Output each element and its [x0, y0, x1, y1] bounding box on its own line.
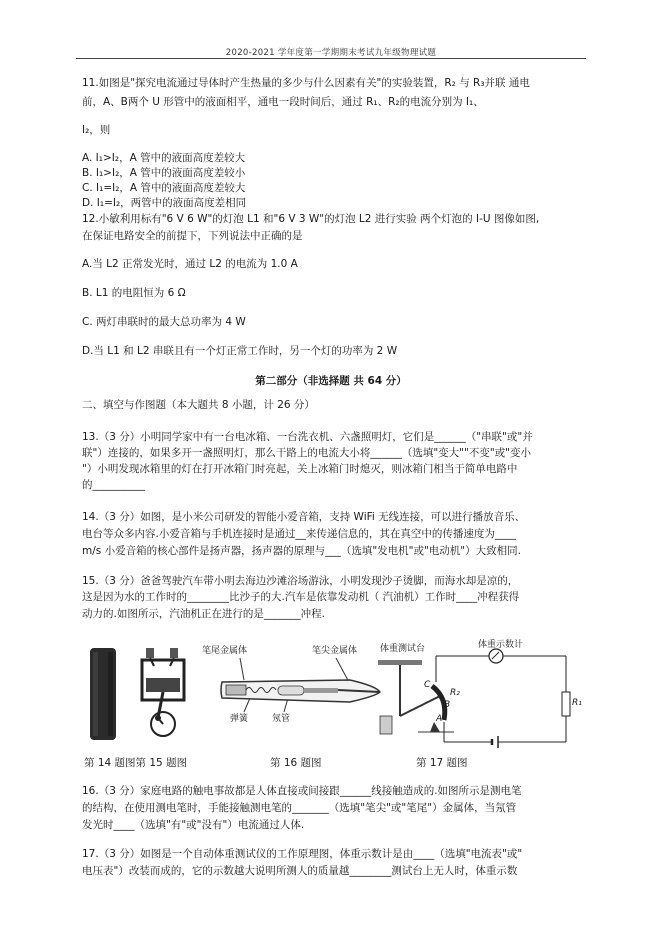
- q14-line3: m/s 小爱音箱的核心部件是扬声器，扬声器的原理与___（选填"发电机"或"电动机"）大致相同.: [82, 545, 521, 557]
- q17-line2: 电压表"）改装而成的，它的示数越大说明所测人的质量越________测试台上无人时，体重示数: [82, 865, 518, 877]
- q13-line2: 联"）连接的，如果多开一盏照明灯，那么干路上的电流大小将______（选填"变大""不变"或"变小: [82, 447, 531, 459]
- header-divider: [76, 58, 586, 59]
- fig16-label-tail-metal: 笔尾金属体: [202, 646, 248, 656]
- caption-fig14-15: 第 14 题图第 15 题图: [84, 757, 188, 769]
- q11-option-c: C. I₁=I₂，A 管中的液面高度差较大: [82, 182, 246, 194]
- q12-option-d: D.当 L1 和 L2 串联且有一个灯正常工作时，另一个灯的功率为 2 W: [82, 345, 398, 357]
- q11-option-a: A. I₁>I₂，A 管中的液面高度差较大: [82, 152, 246, 164]
- q15-line3: 动力的.如图所示，汽油机正在进行的是_______冲程.: [82, 608, 325, 620]
- caption-fig17: 第 17 题图: [416, 757, 468, 769]
- fig17-label-r1: R₁: [572, 698, 582, 708]
- q14-line1: 14.（3 分）如图，是小米公司研发的智能小爱音箱，支持 WiFi 无线连接，可以进行播放音乐、: [82, 511, 526, 523]
- part2-title: 第二部分（非选择题 共 64 分）: [255, 375, 407, 387]
- q14-line2: 电台等众多内容.小爱音箱与手机连接时是通过__来传递信息的，其在真空中的传播速度为____: [82, 528, 516, 540]
- q12-line1: 12.小敏利用标有"6 V 6 W"的灯泡 L1 和"6 V 3 W"的灯泡 L2 进行实验 两个灯泡的 I-U 图像如图,: [82, 213, 540, 225]
- q12-option-c: C. 两灯串联时的最大总功率为 4 W: [82, 316, 246, 328]
- fig16-label-tip-metal: 笔尖金属体: [312, 646, 358, 656]
- caption-fig16: 第 16 题图: [270, 757, 322, 769]
- q13-line1: 13.（3 分）小明同学家中有一台电冰箱、一台洗衣机、六盏照明灯，它们是______（"串联"或"并: [82, 431, 533, 443]
- q15-line1: 15.（3 分）爸爸驾驶汽车带小明去海边沙滩浴场游泳，小明发现沙子烫脚，而海水却是凉的，: [82, 575, 519, 587]
- fig14-speaker-image: [88, 646, 120, 742]
- q15-line2: 这是因为水的工作时的________比沙子的大.汽车是依靠发动机（ 汽油机）工作时____冲程获得: [82, 591, 520, 603]
- q11-line1: 11.如图是"探究电流通过导体时产生热量的多少与什么因素有关"的实验装置，R₂ 与 R₃并联 通电: [82, 77, 530, 89]
- fig17-label-r2: R₂: [450, 688, 460, 698]
- fig15-engine-diagram: [136, 644, 192, 744]
- fig17-label-platform: 体重测试台: [380, 644, 426, 654]
- q11-option-d: D. I₁=I₂，两管中的液面高度差相同: [82, 197, 247, 209]
- q13-line4: 的__________: [82, 479, 145, 491]
- q12-option-a: A.当 L2 正常发光时，通过 L2 的电流为 1.0 A: [82, 258, 298, 270]
- q12-line2: 在保证电路安全的前提下，下列说法中正确的是: [82, 230, 303, 242]
- q13-line3: "）小明发现冰箱里的灯在打开冰箱门时亮起，关上冰箱门时熄灭，则冰箱门相当于简单电路中: [82, 463, 518, 475]
- q11-line3: I₂，则: [82, 124, 111, 136]
- fig16-label-neon-tube: 氖管: [272, 714, 291, 724]
- q16-line1: 16.（3 分）家庭电路的触电事故都是人体直接或间接跟______线接触造成的.如图所示是测电笔: [82, 785, 522, 797]
- fig17-label-b: B: [444, 700, 451, 710]
- figures-row: [82, 642, 582, 752]
- fig17-label-meter: 体重示数计: [478, 640, 524, 650]
- part2-subtitle: 二、填空与作图题（本大题共 8 小题，计 26 分）: [82, 399, 315, 411]
- fig17-label-c: C: [424, 680, 431, 690]
- fig16-test-pen-diagram: [200, 642, 390, 742]
- page-header: 2020-2021 学年度第一学期期末考试九年级物理试题: [225, 48, 437, 58]
- q11-line2: 前，A、B两个 U 形管中的液面相平，通电一段时间后，通过 R₁、R₂的电流分别为 I₁、: [82, 96, 484, 108]
- fig17-weight-circuit-diagram: [378, 642, 582, 752]
- fig16-label-spring: 弹簧: [230, 714, 249, 724]
- fig17-label-a: A: [436, 714, 443, 724]
- q11-option-b: B. I₁>I₂，A 管中的液面高度差较小: [82, 167, 246, 179]
- q17-line1: 17.（3 分）如图是一个自动体重测试仪的工作原理图，体重示数计是由____（选填"电流表"或": [82, 848, 523, 860]
- q16-line3: 发光时____（选填"有"或"没有"）电流通过人体.: [82, 819, 305, 831]
- q12-option-b: B. L1 的电阻恒为 6 Ω: [82, 287, 186, 299]
- q16-line2: 的结构，在使用测电笔时，手能接触测电笔的_______（选填"笔尖"或"笔尾"）金属体，当氖管: [82, 802, 517, 814]
